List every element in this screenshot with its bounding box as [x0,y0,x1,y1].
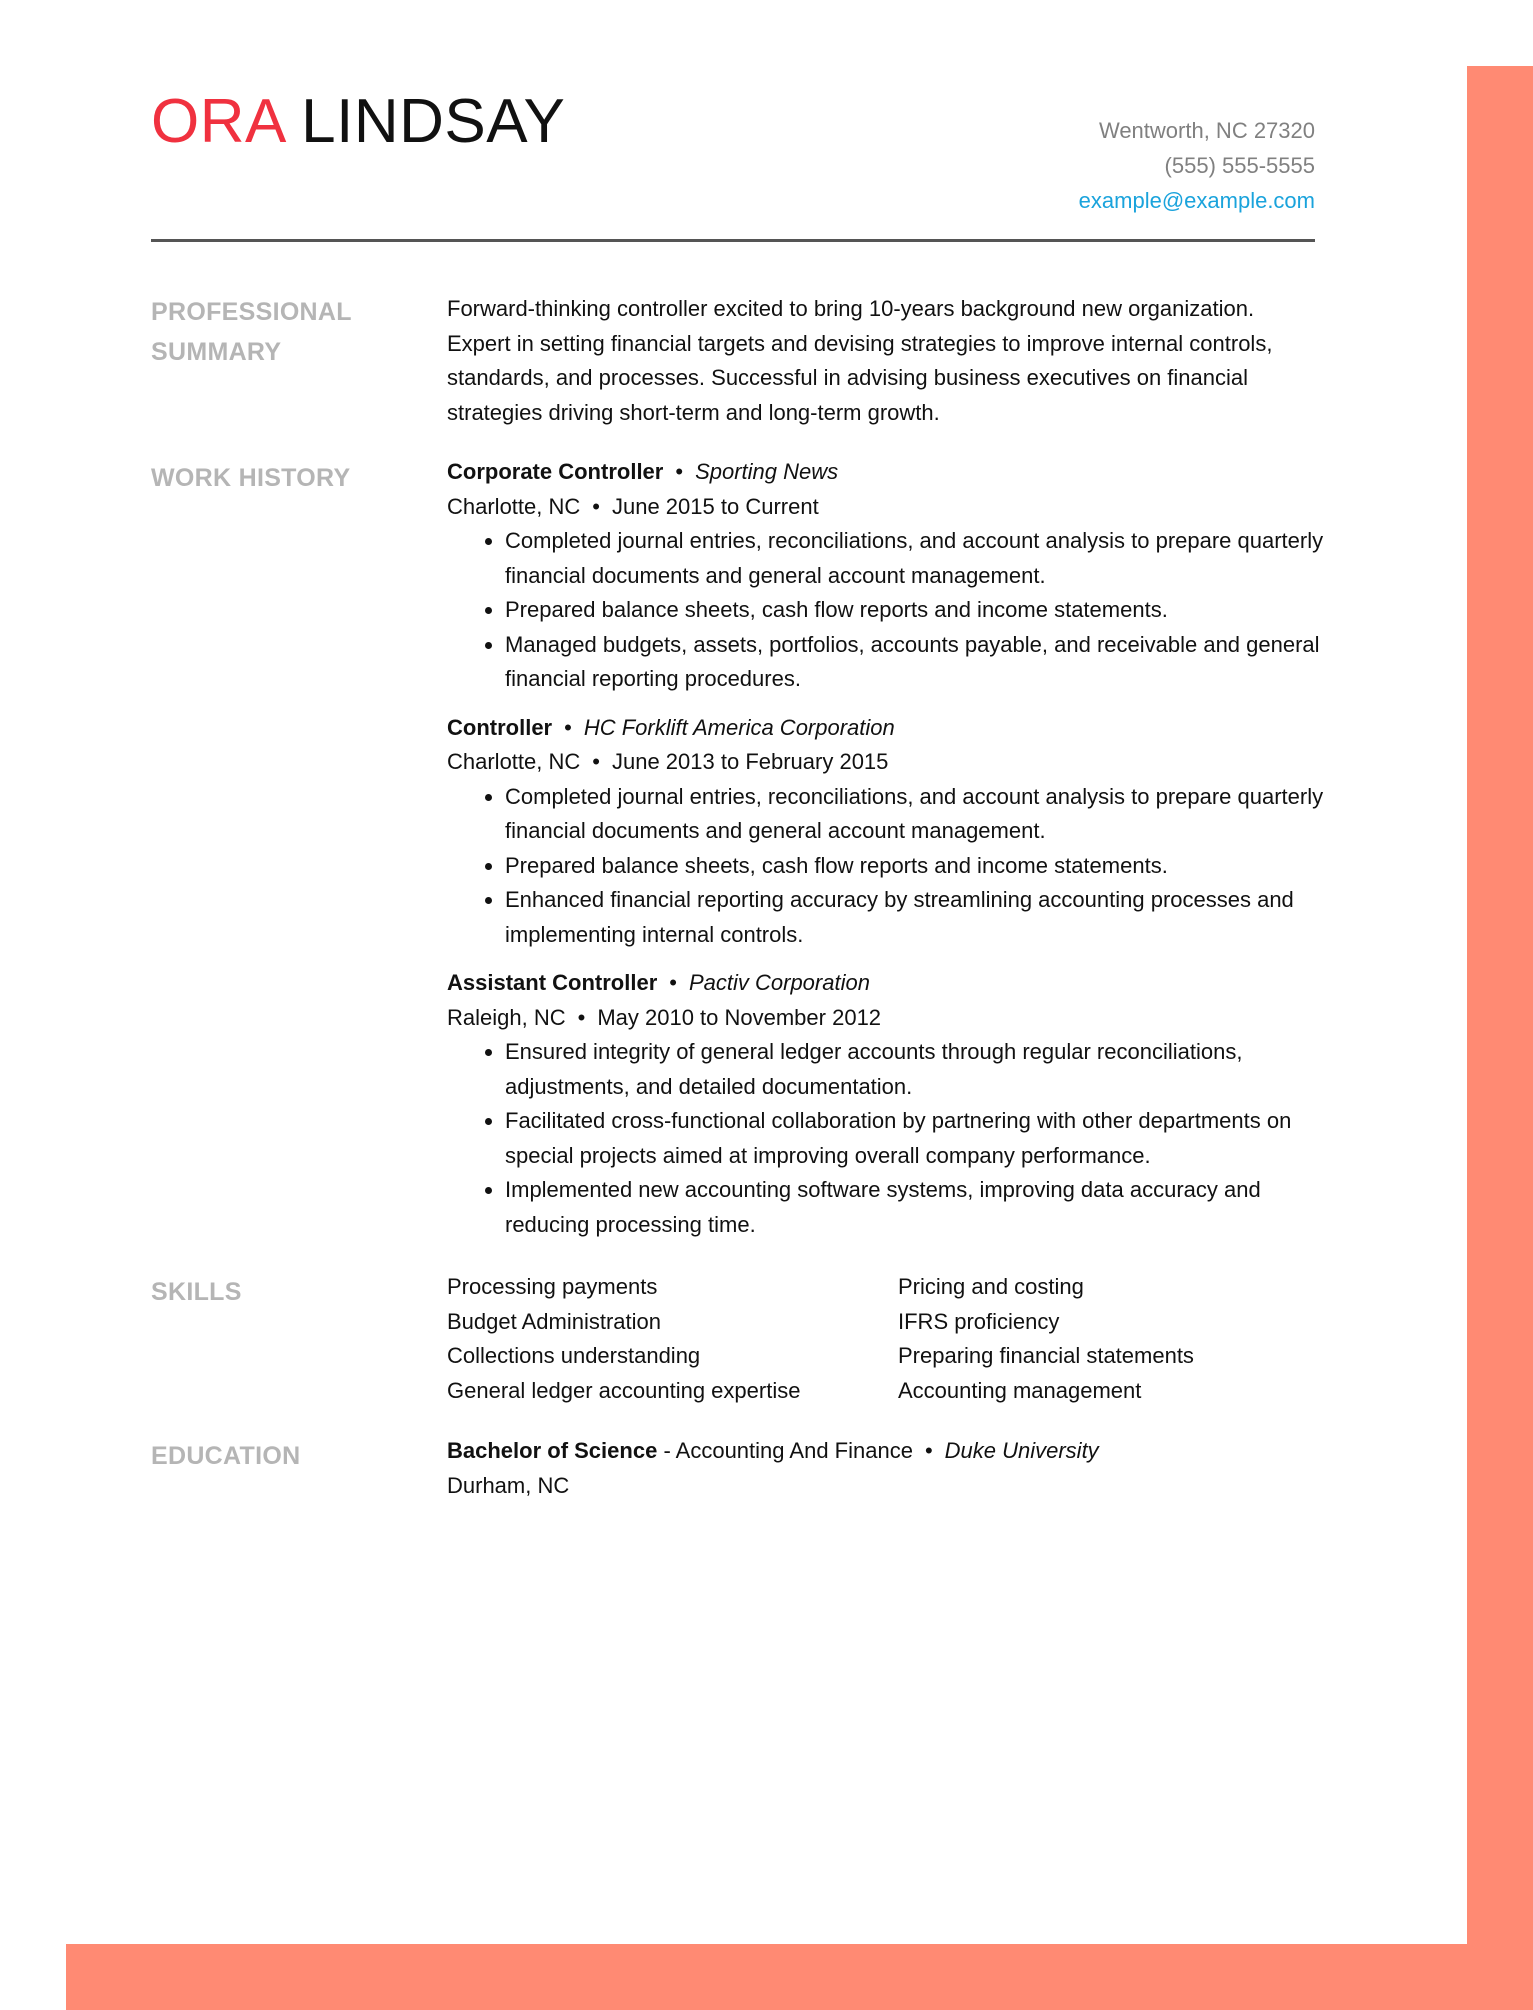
skill-item: Collections understanding [447,1343,701,1368]
job-bullet: • Ensured integrity of general ledger accounts through regular reconciliations, adjustments, and detailed documentation. [505,1035,1327,1104]
skill-item: IFRS proficiency [898,1308,1060,1334]
job-meta [447,1001,1327,1036]
skill-item: Preparing financial statements [898,1343,1194,1368]
job-bullet: • Facilitated cross-functional collaboration by partnering with other departments on special projects aimed at improving overall company performance. [505,1104,1327,1173]
job-bullets [447,524,1327,697]
job-dates: May 2010 to November 2012 [597,1004,882,1030]
skills-heading: SKILLS [151,1278,242,1306]
candidate-name [151,86,565,158]
work-history-heading: WORK HISTORY [151,464,351,492]
job-entry [447,966,1327,1242]
accent-bar-bottom [66,1944,1533,2010]
job-title-line [447,455,1327,490]
job-company: Sporting News [695,459,839,484]
contact-block [1079,113,1315,218]
job-location: Raleigh, NC [447,1004,566,1030]
job-company: Pactiv Corporation [688,970,870,995]
job-company: HC Forklift America Corporation [583,714,895,740]
skill-item: Processing payments [447,1274,658,1299]
location-text: Wentworth, NC 27320 [1098,118,1315,143]
separator-dot: • [924,1438,933,1463]
work-history [447,455,1327,1242]
job-bullet: • Managed budgets, assets, portfolios, accounts payable, and receivable and general financial reporting procedures. [505,628,1327,697]
separator-dot: • [592,493,600,519]
school-name: Duke University [944,1438,1099,1463]
degree: Bachelor of Science [447,1438,658,1463]
first-name: ORA [151,87,284,156]
last-name: LINDSAY [301,87,566,156]
job-meta [447,745,1327,780]
education-entry [447,1434,1327,1503]
job-bullets [447,1035,1327,1242]
skill-item: Pricing and costing [898,1274,1084,1299]
summary-heading: PROFESSIONAL SUMMARY [151,298,352,366]
separator-dot: • [669,970,677,995]
skills-column-left [447,1270,898,1408]
job-bullet: • Prepared balance sheets, cash flow reports and income statements. [505,593,1327,628]
summary-text: Forward-thinking controller excited to bring 10-years background new organization. Expert in setting financial targets and devising strategies to improve internal controls, standards, and processes. Successful in advising business executives on financial strategies driving short-term and long-term growth. [447,296,1273,425]
accent-bar-right [1467,66,1533,2010]
job-bullet: • Completed journal entries, reconciliations, and account analysis to prepare quarterly financial documents and general account management. [505,524,1327,593]
email-link[interactable]: example@example.com [1078,188,1315,213]
job-title: Controller [447,714,553,740]
skill-item: General ledger accounting expertise [447,1377,801,1403]
skills-list [447,1270,1327,1408]
job-title-line [447,711,1327,746]
separator-dot: • [577,1004,586,1030]
skill-item: Accounting management [898,1377,1142,1403]
job-title: Corporate Controller [447,459,664,484]
job-location: Charlotte, NC [447,493,581,519]
school-location: Durham, NC [447,1472,570,1498]
job-bullet: • Prepared balance sheets, cash flow reports and income statements. [505,849,1327,884]
job-title-line [447,966,1327,1001]
job-location: Charlotte, NC [447,749,581,774]
separator-dot: • [592,749,600,774]
job-entry [447,455,1327,697]
job-meta [447,490,1327,525]
skill-item: Budget Administration [447,1308,662,1334]
separator-dot: • [564,714,572,740]
education-heading: EDUCATION [151,1442,301,1470]
separator-dot: • [675,459,684,484]
job-bullet: • Enhanced financial reporting accuracy by streamlining accounting processes and implementing internal controls. [505,883,1327,952]
job-entry [447,711,1327,953]
job-dates: June 2015 to Current [611,493,819,519]
header-divider [151,239,1315,242]
job-bullet: • Completed journal entries, reconciliations, and account analysis to prepare quarterly financial documents and general account management. [505,780,1327,849]
field-of-study: - Accounting And Finance [663,1438,913,1463]
phone-text: (555) 555-5555 [1164,153,1315,178]
education-line [447,1434,1327,1469]
job-bullets [447,780,1327,953]
job-title: Assistant Controller [447,970,658,995]
job-bullet: • Implemented new accounting software systems, improving data accuracy and reducing processing time. [505,1173,1327,1242]
skills-column-right [898,1270,1298,1408]
job-dates: June 2013 to February 2015 [611,749,889,774]
